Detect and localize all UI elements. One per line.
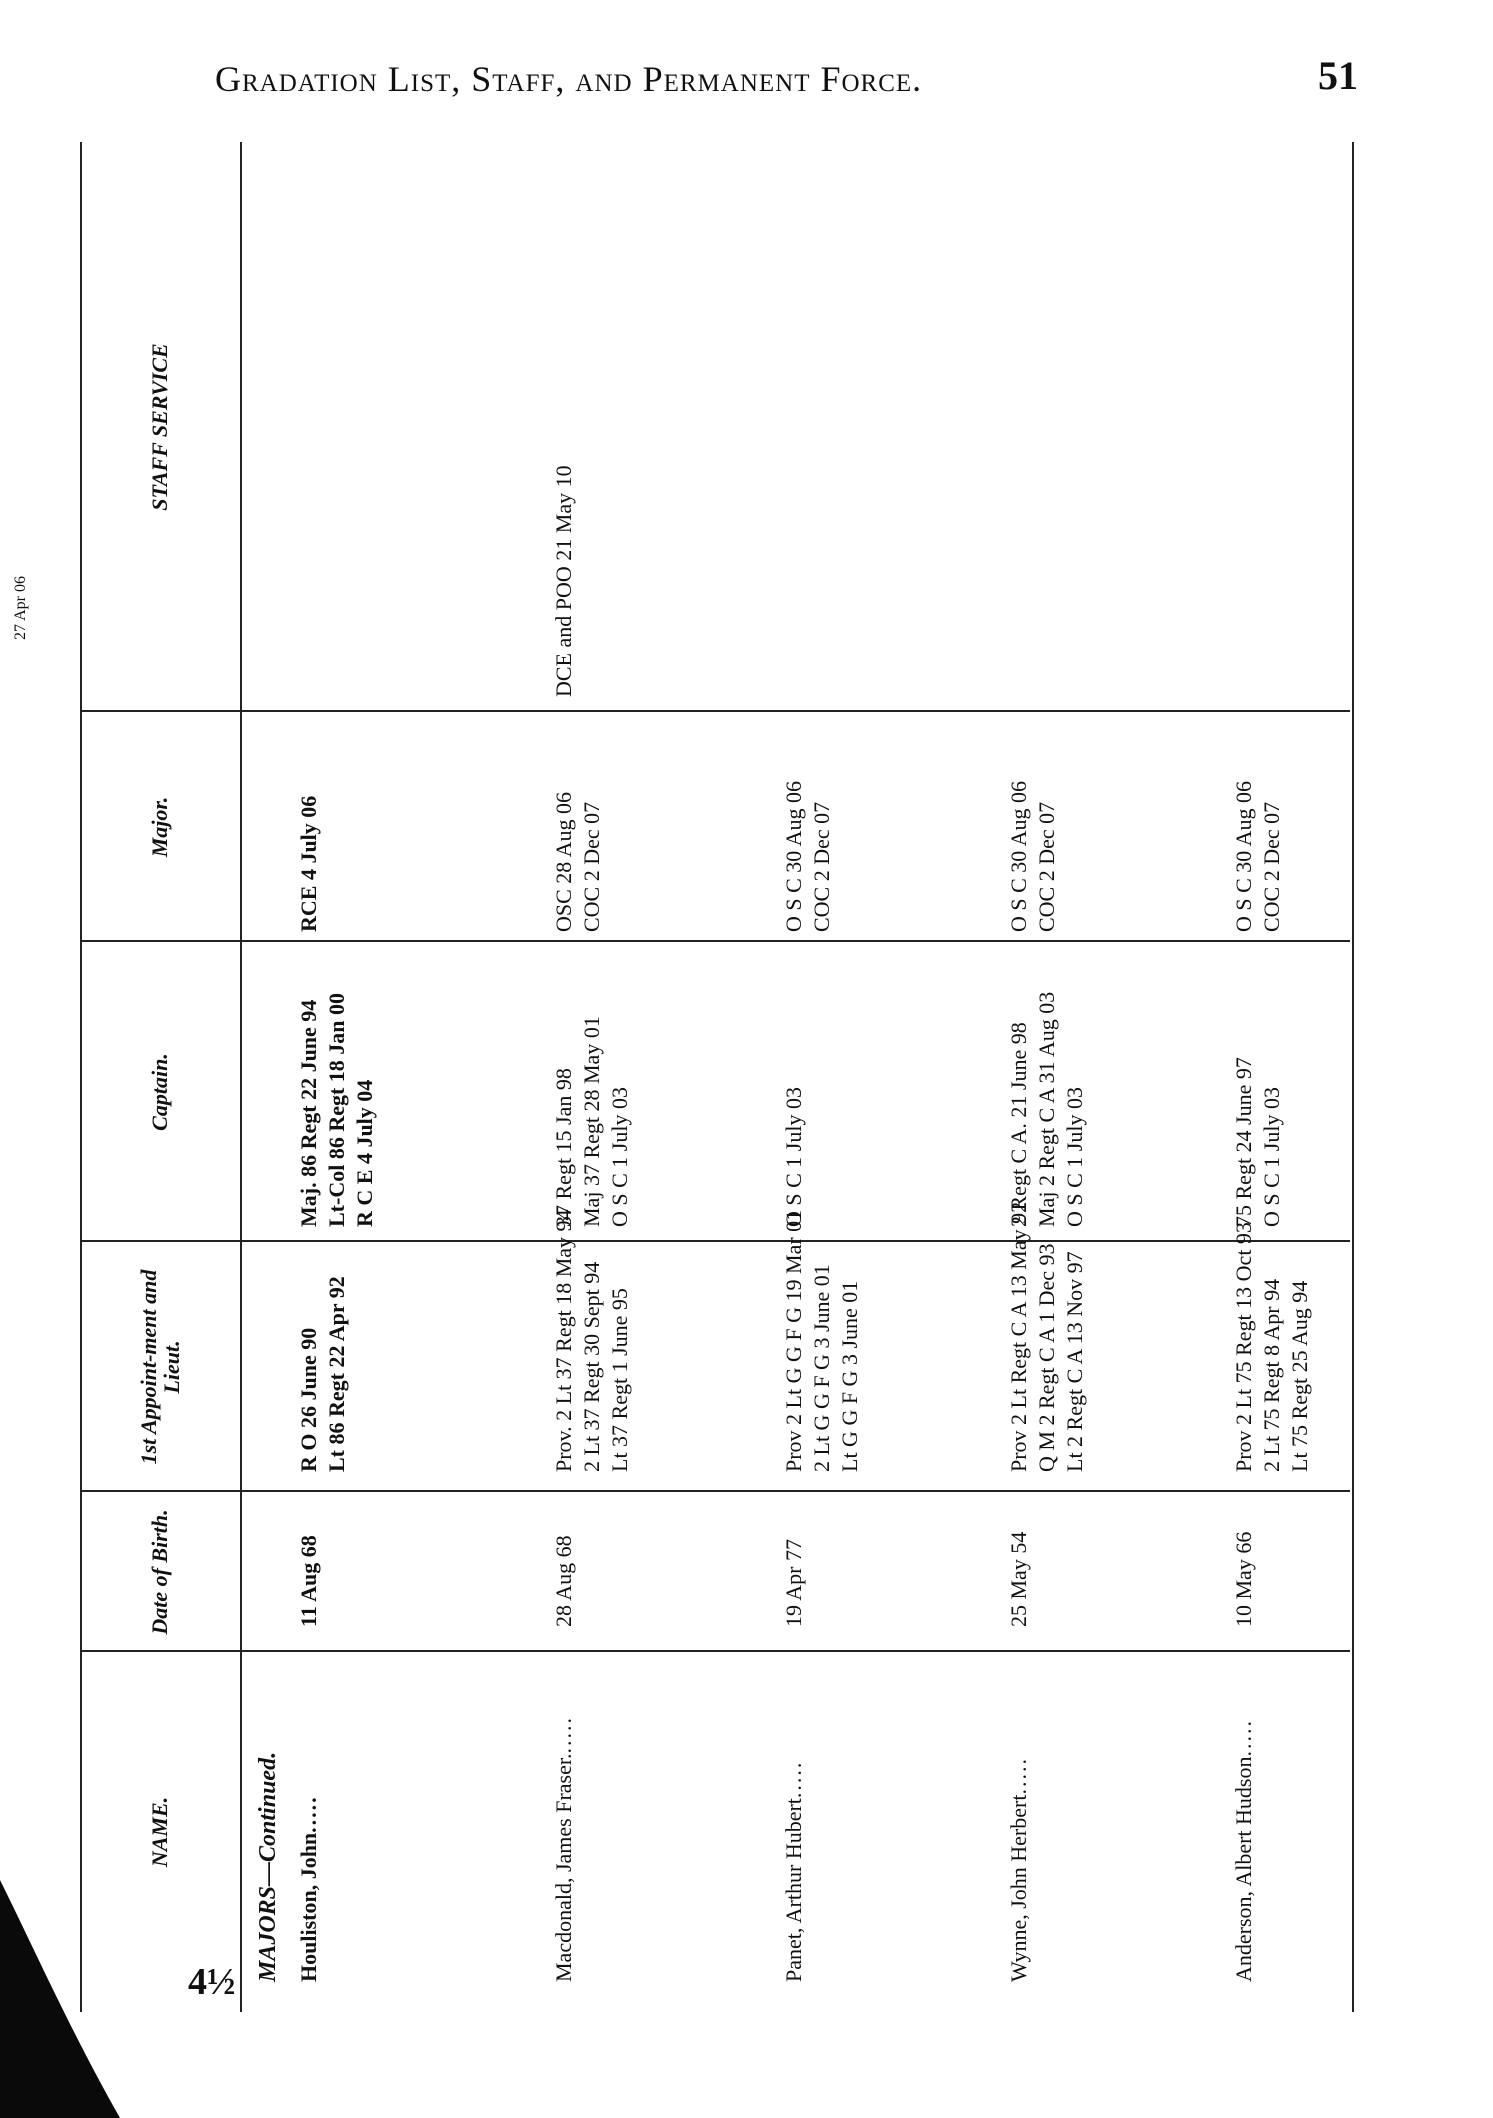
captain-record-line: 2 Regt C A. 21 June 98 <box>1006 1022 1031 1227</box>
captain-record-line: O S C 1 July 03 <box>1259 1087 1284 1227</box>
officer-name: Houliston, John..... <box>296 1795 321 1982</box>
first-appointment-line: 2 Lt 75 Regt 8 Apr 94 <box>1259 1278 1284 1472</box>
major-record-line: O S C 30 Aug 06 <box>1231 781 1256 932</box>
first-appointment-line: R O 26 June 90 <box>296 1327 321 1472</box>
header-staff: STAFF SERVICE <box>147 343 173 511</box>
captain-record-line: 75 Regt 24 June 97 <box>1231 1057 1256 1227</box>
staff-service <box>550 465 578 697</box>
first-appointment-line: Q M 2 Regt C A 1 Dec 93 <box>1034 1243 1059 1472</box>
date-of-birth <box>1005 1532 1033 1627</box>
first-appointment-line: Lt 75 Regt 25 Aug 94 <box>1287 1280 1312 1472</box>
date-of-birth <box>780 1539 808 1627</box>
date-of-birth <box>550 1535 578 1627</box>
major-record <box>1230 781 1286 932</box>
captain-record-line: Maj. 86 Regt 22 June 94 <box>296 999 321 1227</box>
column-divider <box>80 940 1350 942</box>
first-appointment <box>1230 1222 1314 1472</box>
officer-name: Anderson, Albert Hudson..... <box>1231 1719 1256 1982</box>
major-record <box>780 781 836 932</box>
first-appointment-line: Prov 2 Lt G G F G 19 Mar 01 <box>781 1209 806 1472</box>
leader-dots: ..... <box>781 1760 806 1799</box>
first-appointment-line: Prov 2 Lt Regt C A 13 May 92 <box>1006 1201 1031 1472</box>
captain-record <box>780 1087 808 1227</box>
date-of-birth <box>1230 1532 1258 1627</box>
header-divider <box>240 142 242 2012</box>
header-captain: Captain. <box>147 1053 173 1131</box>
leader-dots: ..... <box>1006 1757 1031 1795</box>
major-record-line: O S C 30 Aug 06 <box>781 781 806 932</box>
major-record-line: COC 2 Dec 07 <box>579 801 604 932</box>
gradation-table <box>80 142 1350 2012</box>
header-appointment: 1st Appoint-ment and Lieut. <box>135 1269 184 1465</box>
column-divider <box>80 1240 1350 1242</box>
first-appointment-line: Lt G G F G 3 June 01 <box>837 1280 862 1472</box>
leader-dots: ..... <box>296 1795 321 1833</box>
header-name: NAME. <box>147 1796 173 1868</box>
first-appointment-line: Lt 2 Regt C A 13 Nov 97 <box>1062 1251 1087 1472</box>
first-appointment-line: 2 Lt G G F G 3 June 01 <box>809 1264 834 1472</box>
table-frame <box>80 142 1354 2012</box>
date-of-birth-line: 11 Aug 68 <box>296 1535 321 1627</box>
first-appointment <box>1005 1202 1089 1472</box>
major-record <box>295 796 323 932</box>
captain-record-line: Lt-Col 86 Regt 18 Jan 00 <box>324 992 349 1227</box>
date-of-birth-line: 19 Apr 77 <box>781 1539 806 1627</box>
first-appointment-line: Lt 37 Regt 1 June 95 <box>607 1288 632 1472</box>
margin-note: 27 Apr 06 <box>12 576 29 640</box>
captain-record-line: 37 Regt 15 Jan 98 <box>551 1068 576 1227</box>
captain-record-line: R C E 4 July 04 <box>352 1079 377 1227</box>
first-appointment-line: Prov 2 Lt 75 Regt 13 Oct 93 <box>1231 1222 1256 1472</box>
major-record-line: RCE 4 July 06 <box>296 795 321 932</box>
major-record <box>1005 781 1061 932</box>
date-of-birth-line: 10 May 66 <box>1231 1531 1256 1627</box>
first-appointment-line: Lt 86 Regt 22 Apr 92 <box>324 1276 349 1472</box>
leader-dots: ..... <box>551 1716 576 1754</box>
officer-name: Panet, Arthur Hubert..... <box>781 1760 806 1982</box>
captain-record-line: O S C 1 July 03 <box>607 1087 632 1227</box>
section-heading: MAJORS—Continued. <box>255 1751 281 1982</box>
date-of-birth-line: 28 Aug 68 <box>551 1535 576 1627</box>
major-record-line: O S C 30 Aug 06 <box>1006 781 1031 932</box>
major-record-line: OSC 28 Aug 06 <box>551 792 576 932</box>
header-dob: Date of Birth. <box>147 1509 173 1635</box>
first-appointment-line: Prov. 2 Lt 37 Regt 18 May 94 <box>551 1209 576 1472</box>
first-appointment <box>550 1209 634 1472</box>
captain-record-line: O S C 1 July 03 <box>781 1087 806 1227</box>
staff-service-line: DCE and POO 21 May 10 <box>551 465 576 697</box>
column-divider <box>80 710 1350 712</box>
captain-record <box>1230 1057 1286 1227</box>
handwritten-mark: 4½ <box>188 1961 236 2003</box>
column-divider <box>80 1490 1350 1492</box>
first-appointment <box>295 1276 351 1472</box>
date-of-birth <box>295 1535 323 1627</box>
officer-name: Macdonald, James Fraser...... <box>551 1716 576 1982</box>
first-appointment <box>780 1210 864 1472</box>
page-title: Gradation List, Staff, and Permanent Force. <box>215 59 923 99</box>
officer-name: Wynne, John Herbert..... <box>1006 1757 1031 1982</box>
page-number: 51 <box>1318 53 1358 98</box>
first-appointment-line: 2 Lt 37 Regt 30 Sept 94 <box>579 1261 604 1472</box>
captain-record-line: Maj 37 Regt 28 May 01 <box>579 1016 604 1227</box>
header-major: Major. <box>147 796 173 858</box>
column-divider <box>80 1650 1350 1652</box>
major-record-line: COC 2 Dec 07 <box>1259 801 1284 932</box>
major-record <box>550 792 606 932</box>
leader-dots: ..... <box>1231 1719 1256 1757</box>
major-record-line: COC 2 Dec 07 <box>1034 801 1059 932</box>
date-of-birth-line: 25 May 54 <box>1006 1531 1031 1627</box>
captain-record <box>1005 992 1089 1227</box>
captain-record <box>550 1016 634 1227</box>
captain-record-line: Maj 2 Regt C A 31 Aug 03 <box>1034 991 1059 1227</box>
major-record-line: COC 2 Dec 07 <box>809 801 834 932</box>
captain-record <box>295 993 379 1227</box>
captain-record-line: O S C 1 July 03 <box>1062 1087 1087 1227</box>
